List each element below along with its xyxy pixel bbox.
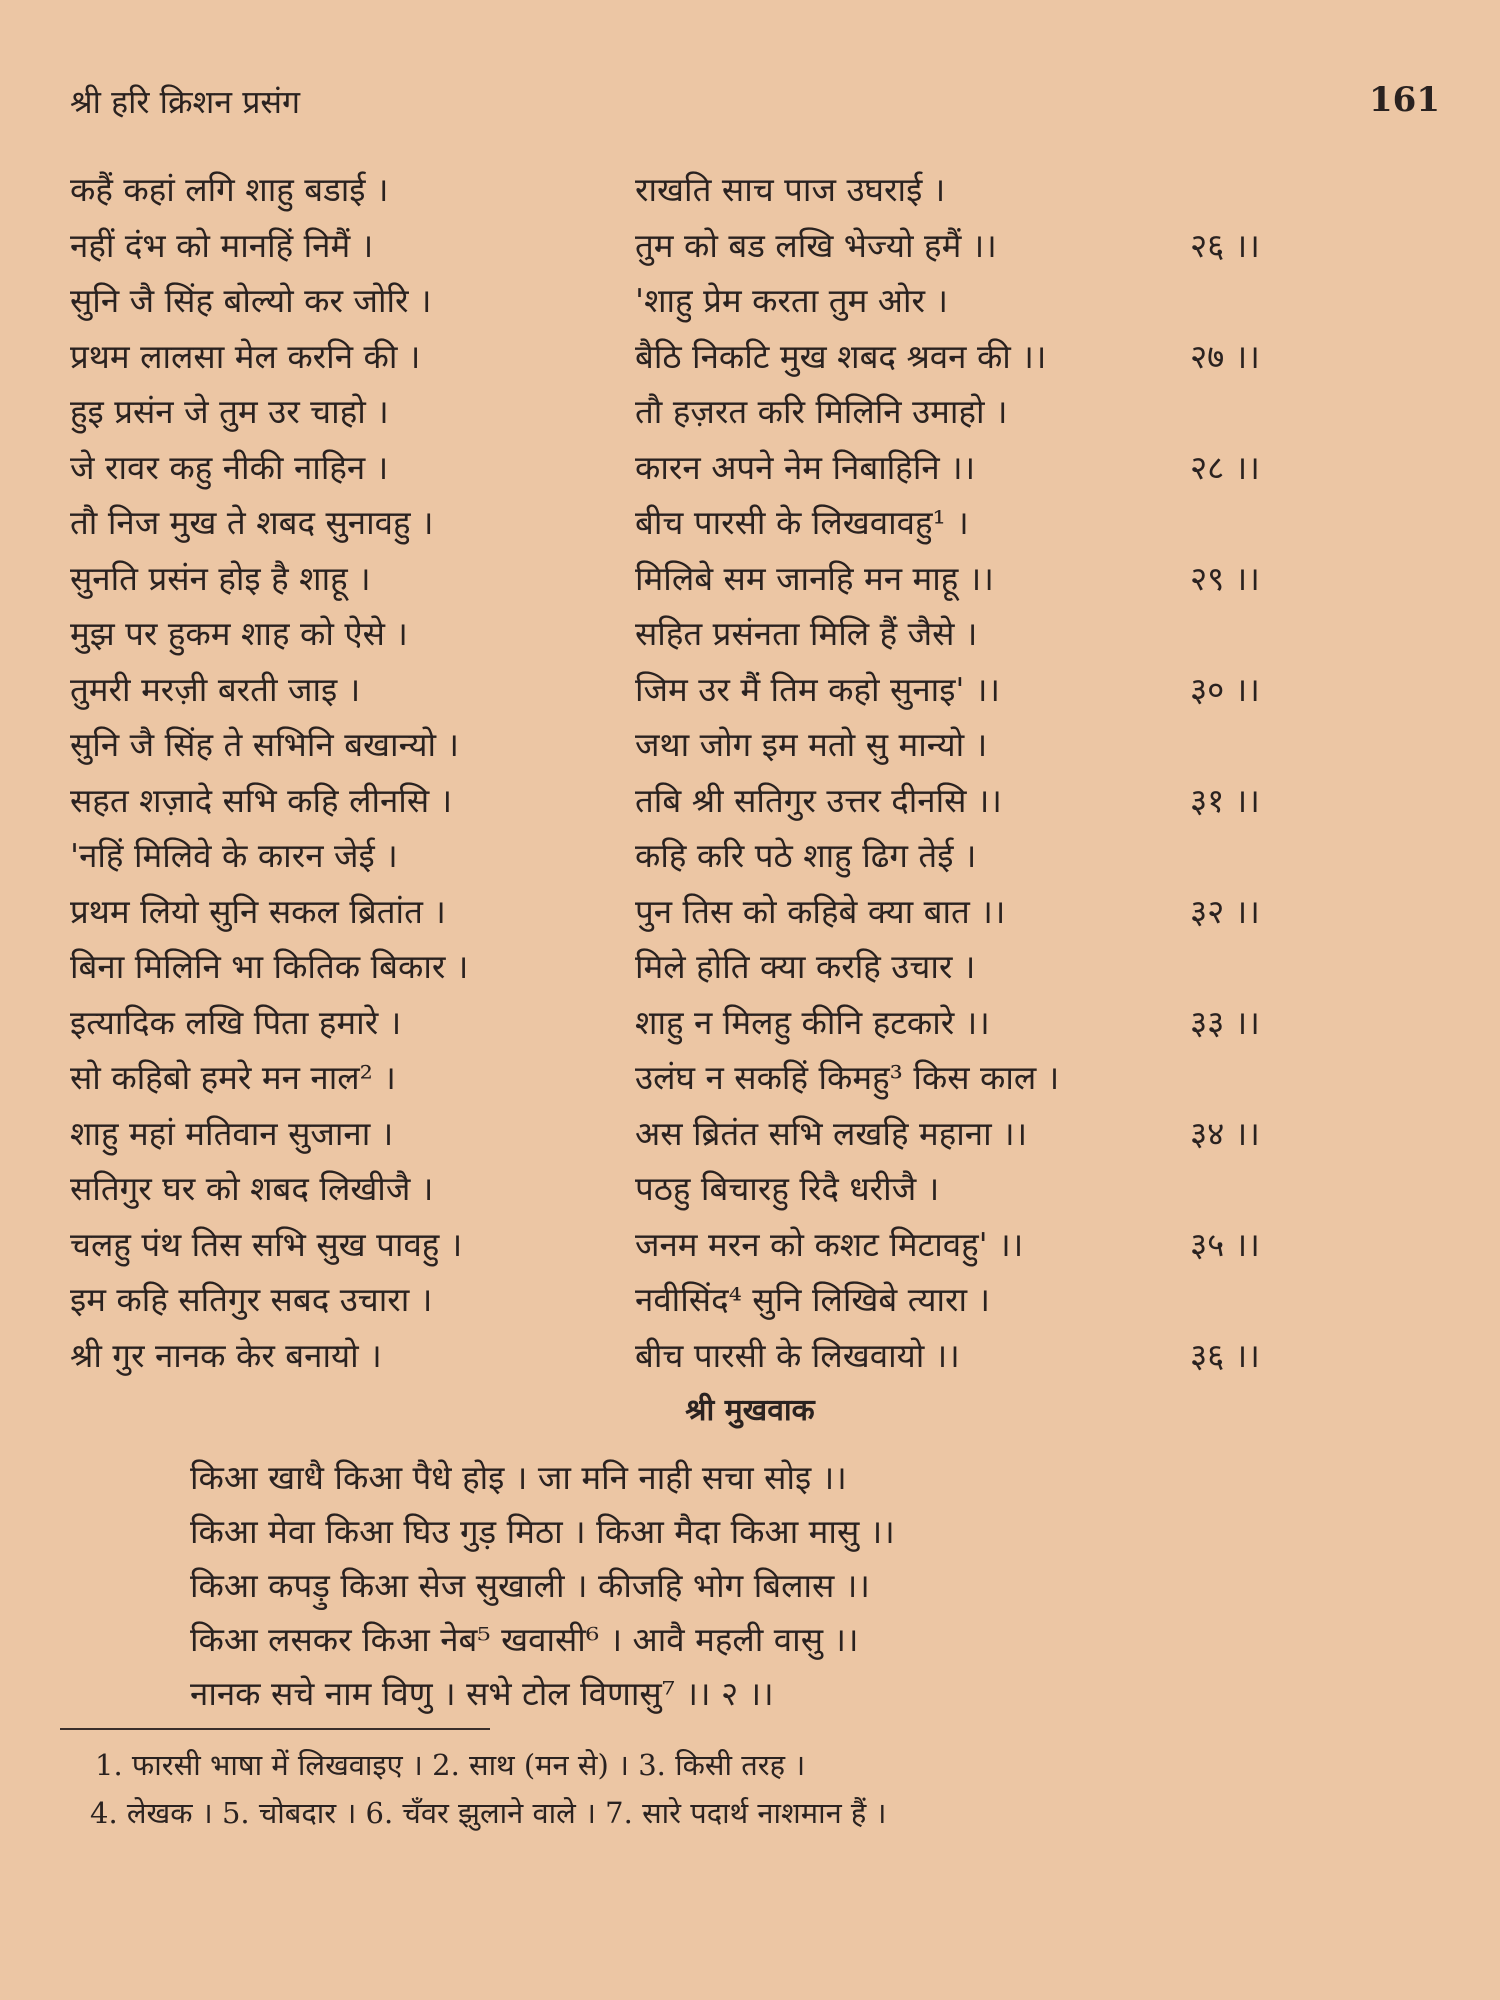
verse-right-half: राखति साच पाज उघराई । (635, 170, 946, 209)
verse-line (70, 771, 1360, 827)
verse-line (70, 1215, 1360, 1271)
verse-line (70, 382, 1360, 438)
verse-right-half: नवीसिंद⁴ सुनि लिखिबे त्यारा । (635, 1280, 991, 1319)
verse-left-half: तुमरी मरज़ी बरती जाइ । (70, 669, 361, 709)
verse-line (70, 160, 1360, 216)
verse-right-half: पठहु बिचारहु रिदै धरीजै । (635, 1169, 940, 1208)
verse-left-half: प्रथम लालसा मेल करनि की । (70, 336, 421, 376)
verse-line (70, 216, 1360, 272)
shabad-block (190, 1450, 1290, 1720)
verse-number: २८ ।। (1190, 447, 1260, 487)
verse-line (70, 1326, 1360, 1382)
verse-right-half: तबि श्री सतिगुर उत्तर दीनसि ।। (635, 780, 1002, 820)
verse-line (70, 993, 1360, 1049)
page-header (70, 80, 1440, 130)
verse-number: २९ ।। (1190, 558, 1260, 598)
verse-right-half: शाहु न मिलहु कीनि हटकारे ।। (635, 1002, 990, 1042)
verse-left-half: सतिगुर घर को शबद लिखीजै । (70, 1169, 434, 1208)
verse-right-half: बीच पारसी के लिखवावहु¹ । (635, 503, 969, 542)
verse-number: ३५ ।। (1190, 1224, 1260, 1264)
verse-right-half: उलंघ न सकहिं किमहु³ किस काल । (635, 1058, 1060, 1097)
shabad-line: किआ कपड़ु किआ सेज सुखाली । कीजहि भोग बिलास ।। (190, 1566, 870, 1605)
verse-right-half: तुम को बड लखि भेज्यो हमैं ।। (635, 225, 997, 265)
verse-number: ३१ ।। (1190, 780, 1260, 820)
verse-line (70, 604, 1360, 660)
verse-left-half: इम कहि सतिगुर सबद उचारा । (70, 1280, 433, 1319)
footnote-divider (60, 1728, 490, 1730)
verse-number: २७ ।। (1190, 336, 1260, 376)
running-title: श्री हरि क्रिशन प्रसंग (70, 83, 301, 121)
verse-left-half: श्री गुर नानक केर बनायो । (70, 1335, 382, 1375)
verse-right-half: पुन तिस को कहिबे क्या बात ।। (635, 891, 1006, 931)
footnote-line: 1. फारसी भाषा में लिखवाइए । 2. साथ (मन से) । 3. किसी तरह । (95, 1748, 806, 1782)
verse-block (70, 160, 1360, 1381)
verse-line (70, 493, 1360, 549)
verse-right-half: सहित प्रसंनता मिलि हैं जैसे । (635, 614, 978, 653)
page-number: 161 (1369, 80, 1440, 120)
shabad-line: नानक सचे नाम विणु । सभे टोल विणासु⁷ ।। २ ।। (190, 1674, 774, 1713)
shabad-line: किआ लसकर किआ नेब⁵ खवासी⁶ । आवै महली वासु ।। (190, 1620, 859, 1659)
verse-line (70, 327, 1360, 383)
verse-left-half: प्रथम लियो सुनि सकल ब्रितांत । (70, 891, 446, 931)
verse-left-half: हुइ प्रसंन जे तुम उर चाहो । (70, 392, 389, 431)
verse-right-half: कहि करि पठे शाहु ढिग तेई । (635, 836, 977, 875)
verse-left-half: सहत शज़ादे सभि कहि लीनसि । (70, 780, 453, 820)
verse-line (70, 271, 1360, 327)
verse-line (70, 660, 1360, 716)
verse-left-half: सुनि जै सिंह बोल्यो कर जोरि । (70, 281, 432, 320)
verse-left-half: सो कहिबो हमरे मन नाल² । (70, 1058, 396, 1097)
shabad-line: किआ खाधै किआ पैधे होइ । जा मनि नाही सचा सोइ ।। (190, 1458, 847, 1497)
verse-line (70, 438, 1360, 494)
verse-right-half: जथा जोग इम मतो सु मान्यो । (635, 725, 988, 764)
verse-number: २६ ।। (1190, 225, 1260, 265)
verse-right-half: कारन अपने नेम निबाहिनि ।। (635, 447, 976, 487)
verse-right-half: 'शाहु प्रेम करता तुम ओर । (635, 281, 949, 320)
verse-left-half: इत्यादिक लखि पिता हमारे । (70, 1002, 402, 1042)
verse-left-half: शाहु महां मतिवान सुजाना । (70, 1113, 394, 1153)
verse-right-half: मिले होति क्या करहि उचार । (635, 947, 976, 986)
verse-left-half: 'नहिं मिलिवे के कारन जेई । (70, 836, 398, 875)
section-heading: श्री मुखवाक (685, 1393, 815, 1428)
footnote-line: 4. लेखक । 5. चोबदार । 6. चँवर झुलाने वाले । 7. सारे पदार्थ नाशमान हैं । (90, 1796, 887, 1830)
verse-line (70, 1159, 1360, 1215)
verse-right-half: बीच पारसी के लिखवायो ।। (635, 1335, 960, 1375)
verse-left-half: मुझ पर हुकम शाह को ऐसे । (70, 614, 408, 653)
verse-number: ३३ ।। (1190, 1002, 1260, 1042)
verse-right-half: मिलिबे सम जानहि मन माहू ।। (635, 558, 994, 598)
verse-left-half: सुनि जै सिंह ते सभिनि बखान्यो । (70, 725, 460, 764)
verse-left-half: तौ निज मुख ते शबद सुनावहु । (70, 503, 434, 542)
verse-number: ३६ ।। (1190, 1335, 1260, 1375)
verse-number: ३० ।। (1190, 669, 1260, 709)
verse-line (70, 549, 1360, 605)
verse-line (70, 826, 1360, 882)
verse-left-half: जे रावर कहु नीकी नाहिन । (70, 447, 389, 487)
verse-right-half: तौ हज़रत करि मिलिनि उमाहो । (635, 392, 1008, 431)
verse-line (70, 1270, 1360, 1326)
verse-left-half: सुनति प्रसंन होइ है शाहू । (70, 558, 371, 598)
verse-line (70, 1048, 1360, 1104)
verse-left-half: चलहु पंथ तिस सभि सुख पावहु । (70, 1224, 463, 1264)
verse-number: ३४ ।। (1190, 1113, 1260, 1153)
verse-line (70, 1104, 1360, 1160)
verse-right-half: बैठि निकटि मुख शबद श्रवन की ।। (635, 336, 1047, 376)
verse-right-half: जनम मरन को कशट मिटावहु' ।। (635, 1224, 1024, 1264)
verse-right-half: अस ब्रितंत सभि लखहि महाना ।। (635, 1113, 1028, 1153)
shabad-line: किआ मेवा किआ घिउ गुड़ मिठा । किआ मैदा किआ मासु ।। (190, 1512, 895, 1551)
verse-left-half: बिना मिलिनि भा कितिक बिकार । (70, 947, 469, 986)
verse-line (70, 715, 1360, 771)
verse-line (70, 937, 1360, 993)
footnotes (90, 1745, 1465, 1841)
verse-right-half: जिम उर मैं तिम कहो सुनाइ' ।। (635, 669, 1000, 709)
verse-left-half: नहीं दंभ को मानहिं निमैं । (70, 225, 374, 265)
verse-number: ३२ ।। (1190, 891, 1260, 931)
verse-line (70, 882, 1360, 938)
verse-left-half: कहैं कहां लगि शाहु बडाई । (70, 170, 389, 209)
